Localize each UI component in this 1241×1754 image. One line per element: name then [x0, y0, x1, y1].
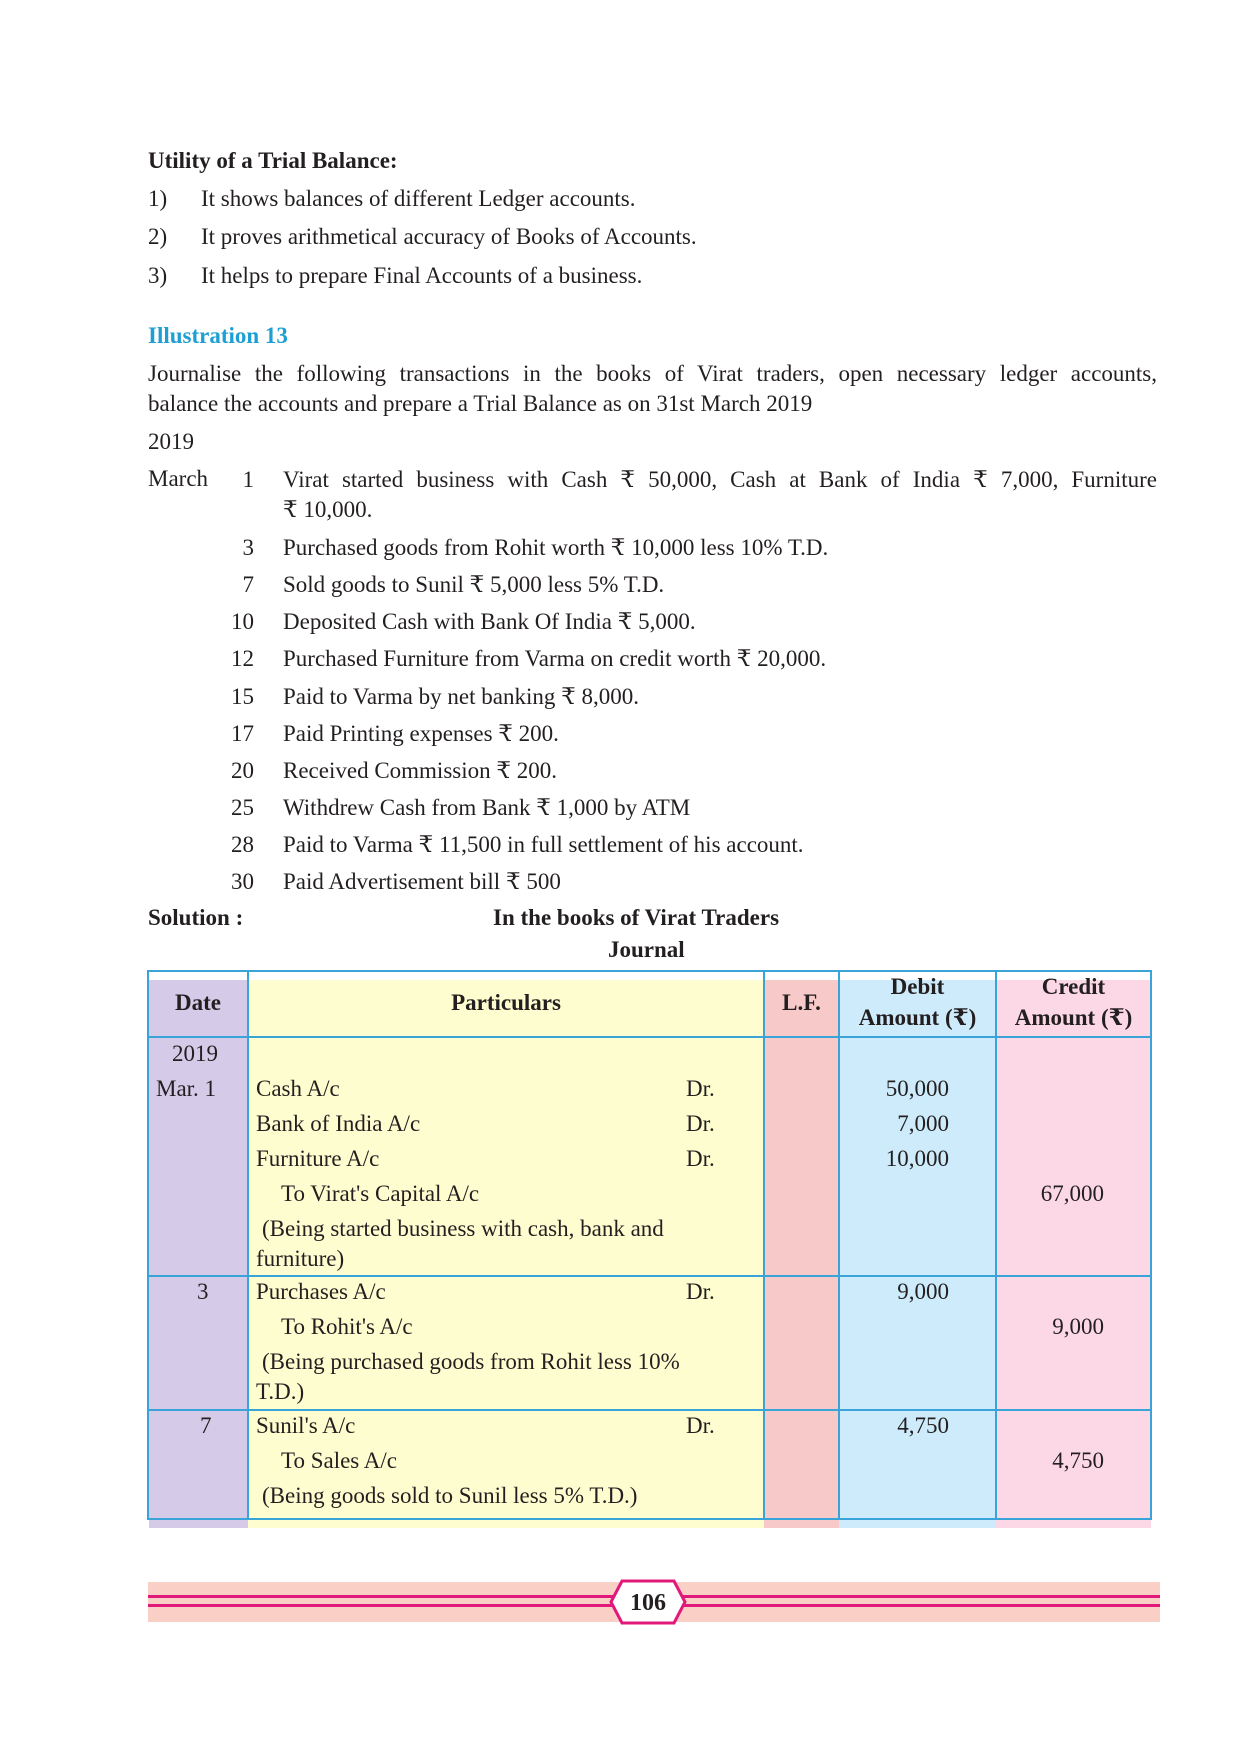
transaction-day: 7: [242, 572, 254, 597]
section-heading: Utility of a Trial Balance:: [148, 148, 398, 173]
transaction-day: 28: [231, 832, 254, 857]
transaction-text: Purchased goods from Rohit worth ₹ 10,000 less 10% T.D.: [283, 535, 829, 560]
debit-amount: 7,000: [897, 1111, 949, 1136]
transaction-text: Sold goods to Sunil ₹ 5,000 less 5% T.D.: [283, 572, 665, 597]
list-item-number: 2): [148, 224, 168, 249]
credit-amount: 67,000: [1040, 1181, 1104, 1206]
credit-account: To Sales A/c: [281, 1448, 397, 1473]
debit-account: Bank of India A/c: [256, 1111, 421, 1136]
debit-amount: 4,750: [897, 1413, 949, 1438]
narration: (Being goods sold to Sunil less 5% T.D.): [262, 1483, 638, 1508]
header-lf: L.F.: [782, 990, 821, 1015]
transactions-year: 2019: [148, 429, 194, 454]
header-debit-amount: Amount (₹): [858, 1005, 977, 1030]
header-credit: Credit: [1041, 974, 1106, 999]
header-debit: Debit: [890, 974, 945, 999]
header-particulars: Particulars: [451, 990, 561, 1015]
transaction-day: 30: [231, 869, 254, 894]
debit-column: [839, 980, 996, 1528]
transaction-text: Virat started business with Cash ₹ 50,000, Cash at Bank of India ₹ 7,000, Furniture: [283, 467, 1157, 492]
dr-label: Dr.: [686, 1413, 715, 1438]
debit-account: Cash A/c: [256, 1076, 340, 1101]
entry-date-year: 2019: [172, 1041, 218, 1066]
dr-label: Dr.: [686, 1146, 715, 1171]
entry-date: Mar. 1: [156, 1076, 217, 1101]
row-divider: [148, 1409, 1152, 1411]
transaction-text: Paid Printing expenses ₹ 200.: [283, 721, 559, 746]
debit-amount: 9,000: [897, 1279, 949, 1304]
transaction-text: Paid Advertisement bill ₹ 500: [283, 869, 561, 894]
credit-amount: 9,000: [1052, 1314, 1104, 1339]
row-divider: [148, 1275, 1152, 1277]
entry-date: 7: [200, 1413, 212, 1438]
transaction-day: 3: [242, 535, 254, 560]
credit-account: To Virat's Capital A/c: [281, 1181, 480, 1206]
transaction-text-continued: ₹ 10,000.: [283, 497, 373, 522]
page-number: 106: [630, 1590, 666, 1616]
books-title: In the books of Virat Traders: [493, 905, 780, 930]
transaction-text: Received Commission ₹ 200.: [283, 758, 558, 783]
transaction-day: 15: [231, 684, 254, 709]
transaction-text: Withdrew Cash from Bank ₹ 1,000 by ATM: [283, 795, 691, 820]
column-divider: [995, 970, 997, 1520]
transaction-text: Deposited Cash with Bank Of India ₹ 5,000.: [283, 609, 696, 634]
transaction-text: Paid to Varma ₹ 11,500 in full settlement of his account.: [283, 832, 804, 857]
solution-label: Solution :: [148, 905, 244, 930]
debit-amount: 50,000: [885, 1076, 949, 1101]
transaction-day: 1: [242, 467, 254, 492]
transaction-day: 20: [231, 758, 254, 783]
transaction-text: Paid to Varma by net banking ₹ 8,000.: [283, 684, 639, 709]
table-border-bottom: [148, 1518, 1152, 1520]
dr-label: Dr.: [686, 1279, 715, 1304]
debit-amount: 10,000: [885, 1146, 949, 1171]
list-item-number: 1): [148, 186, 168, 211]
illustration-title: Illustration 13: [148, 323, 288, 348]
narration-continued: furniture): [256, 1246, 345, 1271]
narration: (Being purchased goods from Rohit less 10%: [262, 1349, 680, 1374]
lf-column: [764, 980, 839, 1528]
credit-account: To Rohit's A/c: [281, 1314, 413, 1339]
transaction-text: Purchased Furniture from Varma on credit worth ₹ 20,000.: [283, 646, 827, 671]
column-divider: [763, 970, 765, 1520]
table-border-left: [147, 970, 149, 1520]
list-item-text: It helps to prepare Final Accounts of a business.: [201, 263, 643, 288]
header-credit-amount: Amount (₹): [1014, 1005, 1133, 1030]
header-divider: [148, 1036, 1152, 1038]
dr-label: Dr.: [686, 1111, 715, 1136]
list-item-text: It shows balances of different Ledger accounts.: [201, 186, 636, 211]
column-divider: [838, 970, 840, 1520]
transactions-month: March: [148, 466, 209, 491]
debit-account: Furniture A/c: [256, 1146, 380, 1171]
debit-account: Purchases A/c: [256, 1279, 386, 1304]
debit-account: Sunil's A/c: [256, 1413, 356, 1438]
entry-date: 3: [197, 1279, 209, 1304]
transaction-day: 12: [231, 646, 254, 671]
dr-label: Dr.: [686, 1076, 715, 1101]
credit-column: [996, 980, 1151, 1528]
transaction-day: 17: [231, 721, 254, 746]
question-line-1: Journalise the following transactions in the books of Virat traders, open necessary ledger accounts,: [148, 361, 1157, 386]
table-border-right: [1150, 970, 1152, 1520]
journal-title: Journal: [608, 937, 685, 962]
list-item-text: It proves arithmetical accuracy of Books of Accounts.: [201, 224, 697, 249]
credit-amount: 4,750: [1052, 1448, 1104, 1473]
column-divider: [247, 970, 249, 1520]
narration: (Being started business with cash, bank and: [262, 1216, 664, 1241]
header-date: Date: [175, 990, 221, 1015]
narration-continued: T.D.): [256, 1379, 305, 1404]
transaction-day: 10: [231, 609, 254, 634]
transaction-day: 25: [231, 795, 254, 820]
list-item-number: 3): [148, 263, 168, 288]
question-line-2: balance the accounts and prepare a Trial Balance as on 31st March 2019: [148, 391, 813, 416]
